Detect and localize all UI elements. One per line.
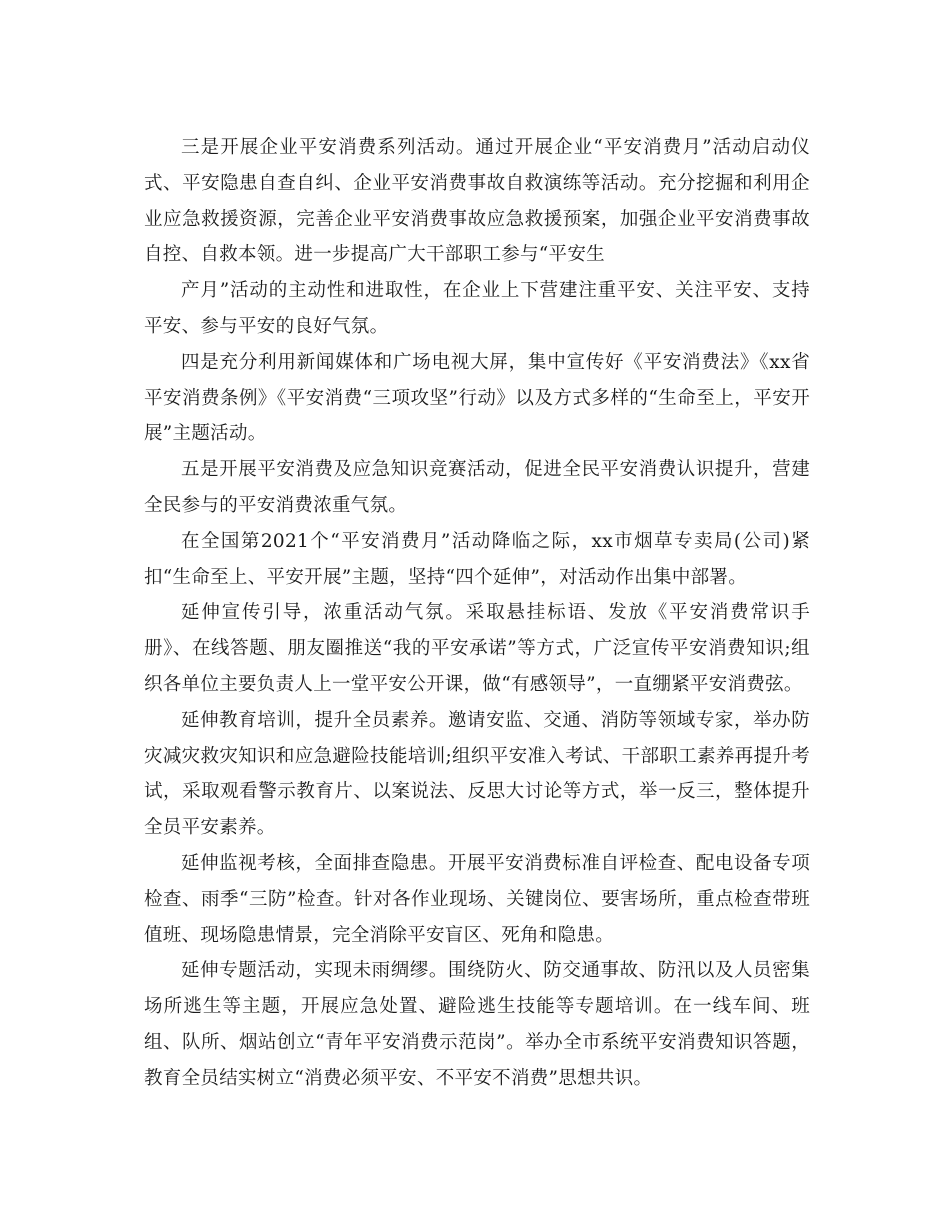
paragraph: 延伸宣传引导，浓重活动气氛。采取悬挂标语、发放《平安消费常识手册》、在线答题、朋友圈推送“我的平安承诺”等方式，广泛宣传平安消费知识;组织各单位主要负责人上一堂平安公开课，做“有感领导”，一直绷紧平安消费弦。 bbox=[144, 602, 810, 695]
paragraph: 五是开展平安消费及应急知识竞赛活动，促进全民平安消费认识提升，营建全民参与的平安消费浓重气氛。 bbox=[144, 459, 810, 516]
paragraph: 延伸教育培训，提升全员素养。邀请安监、交通、消防等领域专家，举办防灾减灾救灾知识和应急避险技能培训;组织平安准入考试、干部职工素养再提升考试，采取观看警示教育片、以案说法、反思大讨论等方式，举一反三，整体提升全员平安素养。 bbox=[144, 709, 810, 839]
paragraph: 四是充分利用新闻媒体和广场电视大屏，集中宣传好《平安消费法》《xx省平安消费条例》《平安消费“三项攻坚”行动》以及方式多样的“生命至上，平安开展”主题活动。 bbox=[144, 351, 810, 445]
paragraph: 在全国第2021个“平安消费月”活动降临之际，xx市烟草专卖局(公司)紧扣“生命至上、平安开展”主题，坚持“四个延伸”，对活动作出集中部署。 bbox=[144, 530, 810, 588]
paragraph: 三是开展企业平安消费系列活动。通过开展企业“平安消费月”活动启动仪式、平安隐患自查自纠、企业平安消费事故自救演练等活动。充分挖掘和利用企业应急救援资源，完善企业平安消费事故应急救援预案，加强企业平安消费事故自控、自救本领。进一步提高广大干部职工参与“平安生 bbox=[144, 137, 810, 266]
paragraph: 延伸专题活动，实现未雨绸缪。围绕防火、防交通事故、防汛以及人员密集场所逃生等主题，开展应急处置、避险逃生技能等专题培训。在一线车间、班组、队所、烟站创立“青年平安消费示范岗”。举办全市系统平安消费知识答题，教育全员结实树立“消费必须平安、不平安不消费”思想共识。 bbox=[144, 960, 810, 1089]
paragraph: 延伸监视考核，全面排查隐患。开展平安消费标准自评检查、配电设备专项检查、雨季“三防”检查。针对各作业现场、关键岗位、要害场所，重点检查带班值班、现场隐患情景，完全消除平安盲区、死角和隐患。 bbox=[144, 852, 810, 946]
paragraph: 产月”活动的主动性和进取性，在企业上下营建注重平安、关注平安、支持平安、参与平安的良好气氛。 bbox=[144, 280, 810, 337]
document-body bbox=[144, 130, 810, 1097]
